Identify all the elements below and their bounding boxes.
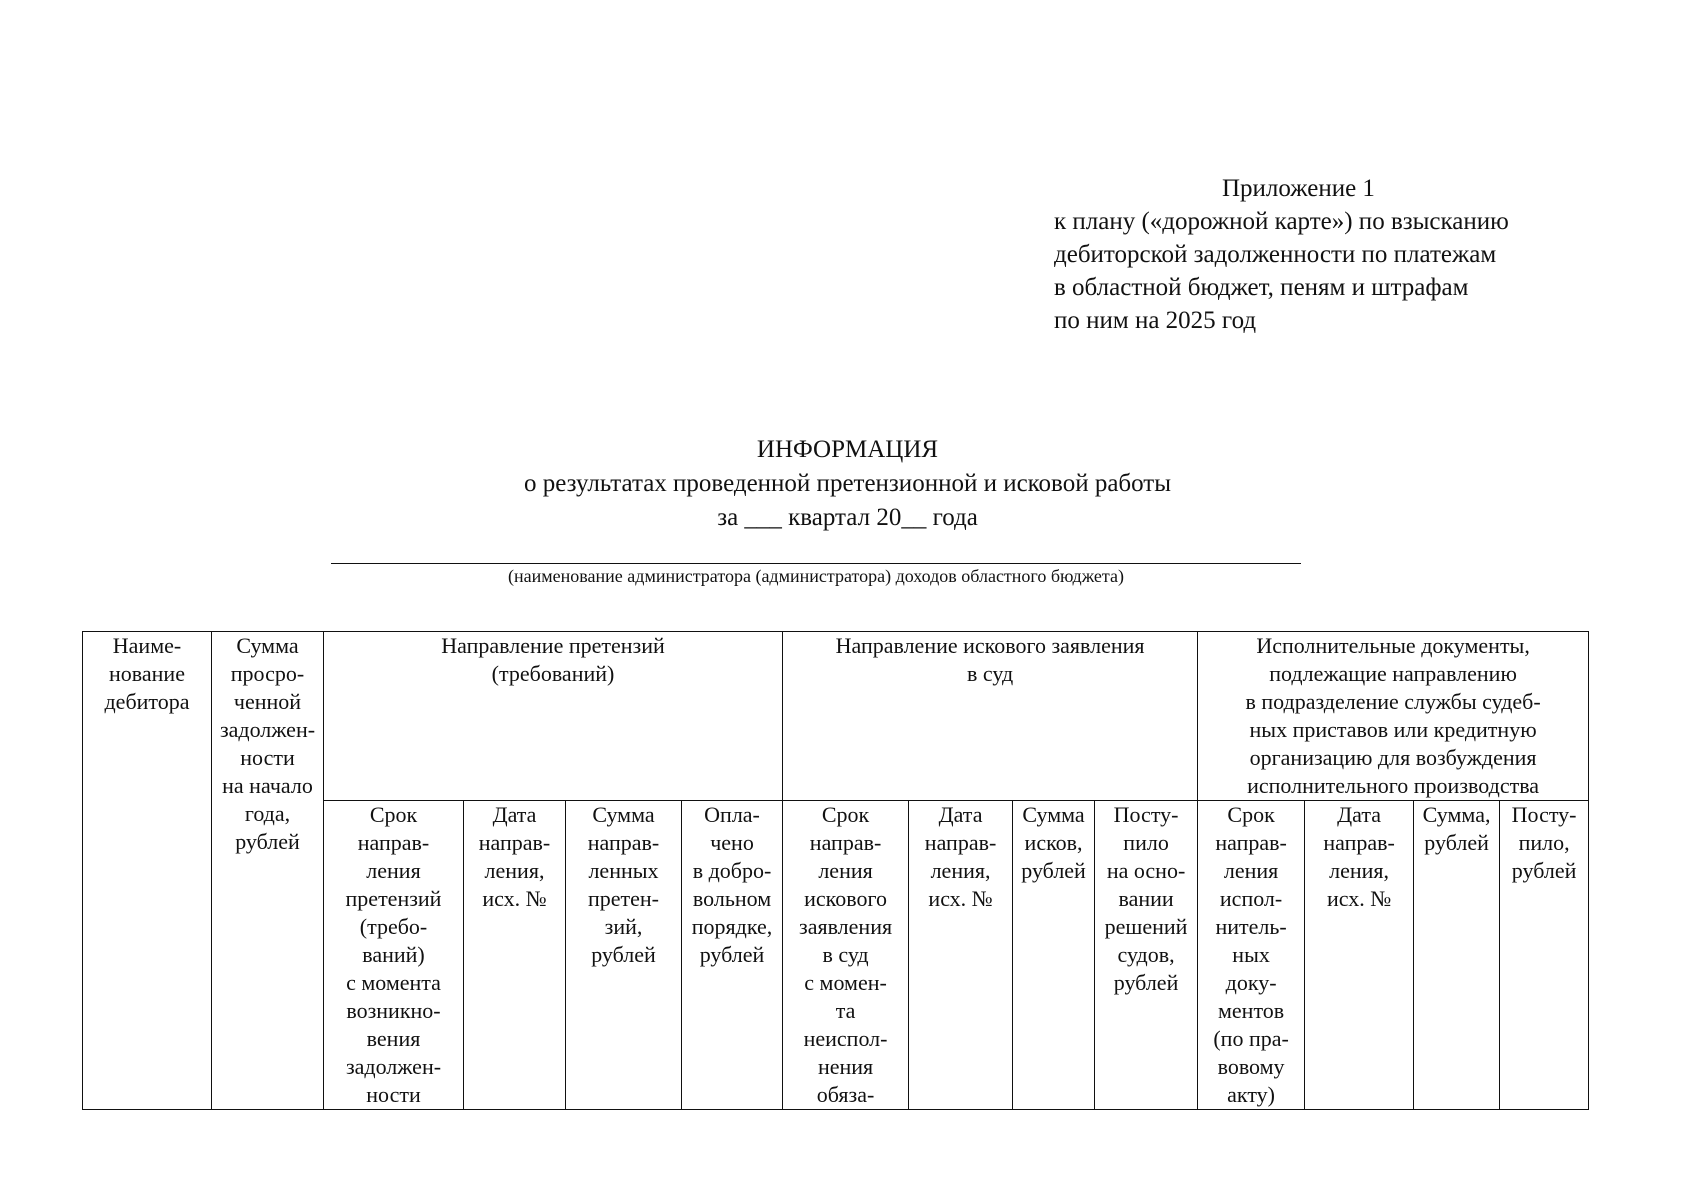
appendix-line: к плану («дорожной карте») по взысканию [1054,208,1509,235]
report-table [82,631,1589,1110]
administrator-name-line [331,563,1301,564]
header-claims-date: Дата направ- ления, исх. № [464,801,566,1110]
header-overdue-amount: Сумма просро- ченной задолжен- ности на начало года, рублей [212,632,324,1110]
header-claims-paid: Опла- чено в добро- вольном порядке, рублей [682,801,783,1110]
appendix-line: Приложение 1 [1222,175,1375,202]
administrator-caption: (наименование администратора (администратора) доходов областного бюджета) [508,566,1124,586]
table-header-row [83,632,1589,801]
header-enforcement-received: Посту- пило, рублей [1500,801,1589,1110]
document-title: ИНФОРМАЦИЯ [756,436,939,463]
header-lawsuit-group: Направление искового заявления в суд [783,632,1198,801]
document-period: за ___ квартал 20__ года [717,504,978,531]
header-lawsuit-received: Посту- пило на осно- вании решений судов, рублей [1095,801,1198,1110]
header-claims-amount: Сумма направ- ленных претен- зий, рублей [566,801,682,1110]
document-subtitle: о результатах проведенной претензионной и исковой работы [523,470,1172,497]
header-claims-group: Направление претензий (требований) [324,632,783,801]
appendix-line: в областной бюджет, пеням и штрафам [1054,274,1469,301]
header-enforcement-deadline: Срок направ- ления испол- нитель- ных доку- ментов (по пра- вовому акту) [1198,801,1305,1110]
header-enforcement-group: Исполнительные документы, подлежащие направлению в подразделение службы судеб- ных приставов или кредитную организацию для возбуждения исполнительного производства [1198,632,1589,801]
header-enforcement-date: Дата направ- ления, исх. № [1305,801,1414,1110]
header-claims-deadline: Срок направ- ления претензий (требо- ваний) с момента возникно- вения задолжен- ности [324,801,464,1110]
document-title-block [0,433,1695,535]
appendix-line: дебиторской задолженности по платежам [1054,241,1497,268]
header-lawsuit-amount: Сумма исков, рублей [1013,801,1095,1110]
header-lawsuit-deadline: Срок направ- ления искового заявления в суд с момен- та неиспол- нения обяза- [783,801,909,1110]
header-lawsuit-date: Дата направ- ления, исх. № [909,801,1013,1110]
header-enforcement-amount: Сумма, рублей [1414,801,1500,1110]
header-debtor-name: Наиме- нование дебитора [83,632,212,1110]
appendix-line: по ним на 2025 год [1054,307,1257,334]
appendix-block [1054,172,1509,337]
